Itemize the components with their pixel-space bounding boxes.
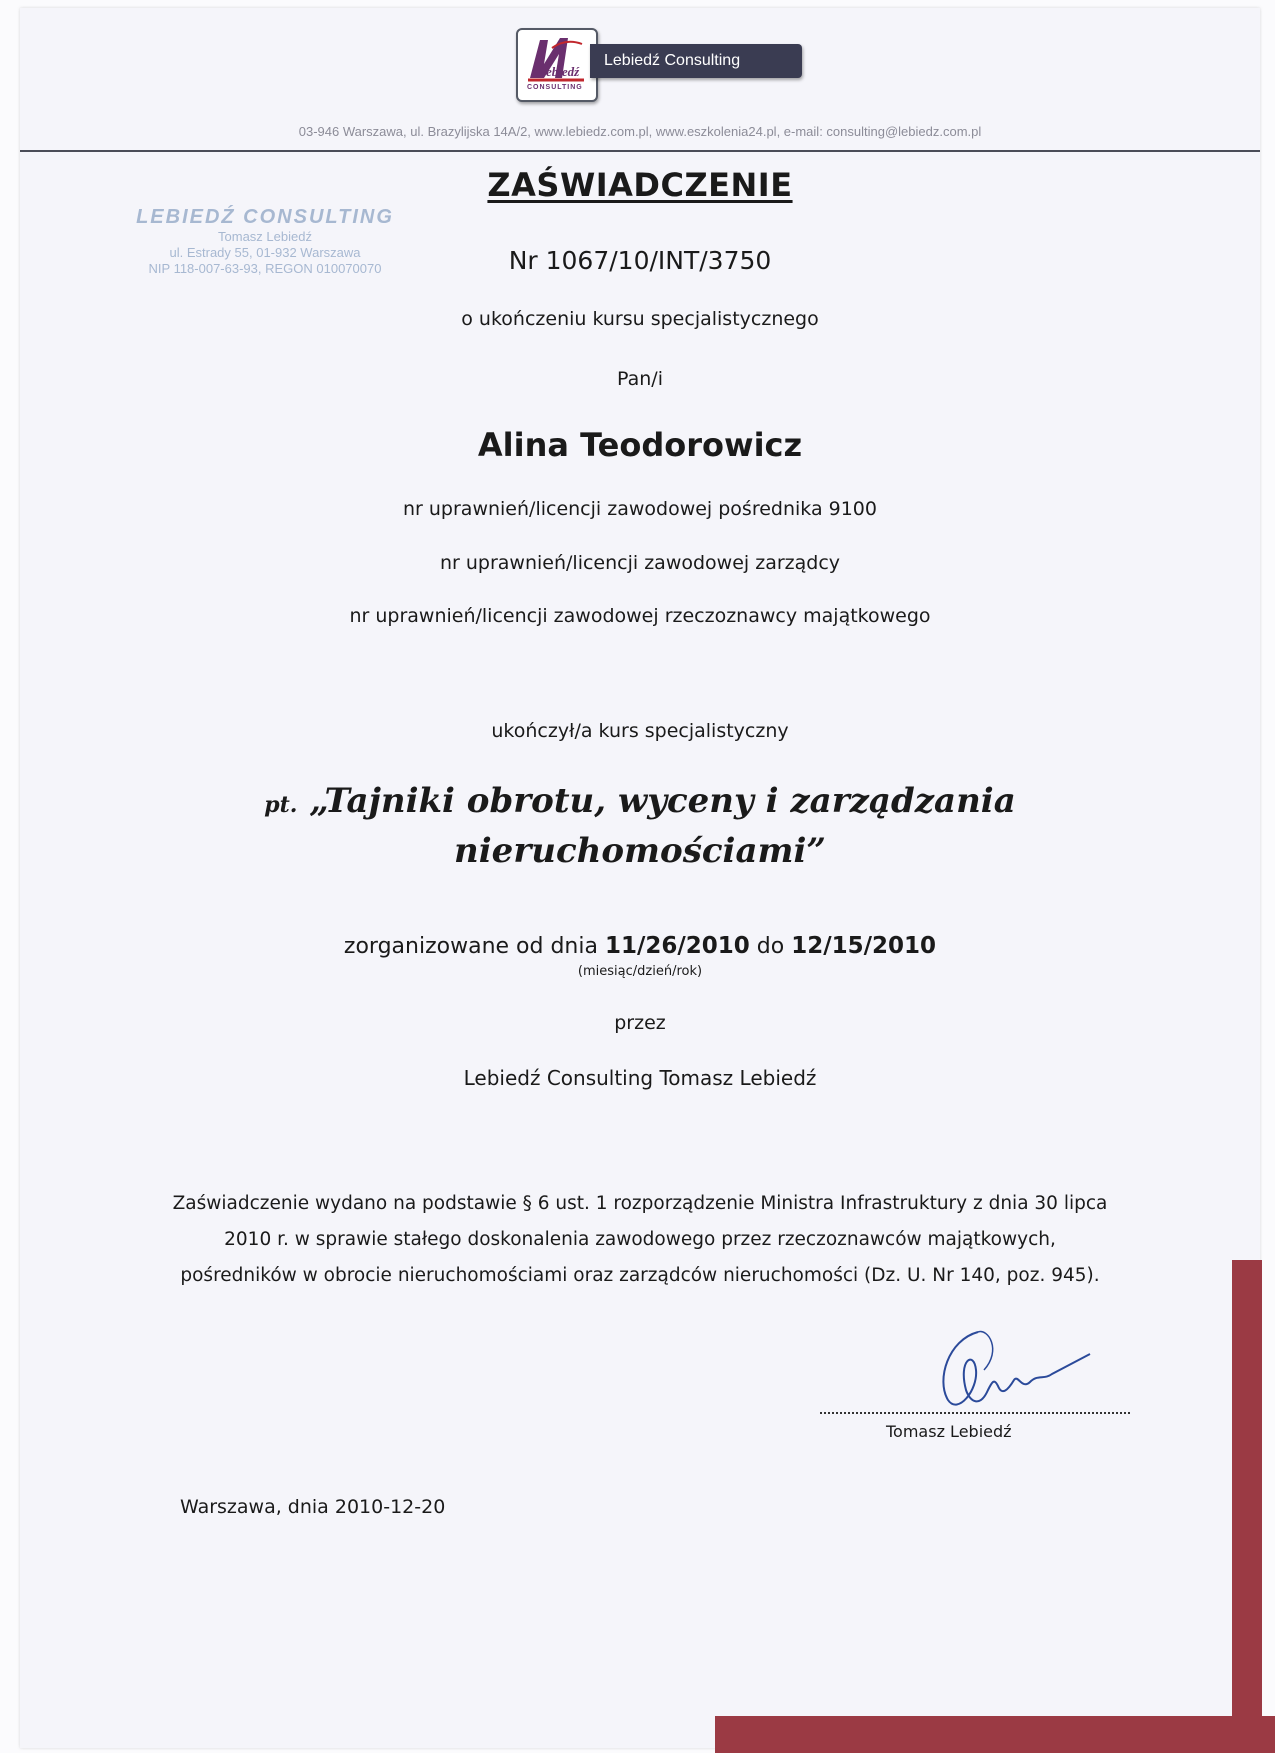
certificate-subtitle: o ukończeniu kursu specjalistycznego [461,308,819,330]
decorative-frame-right [1232,1260,1262,1753]
license-broker: nr uprawnień/licencji zawodowej pośrednika 9100 [403,498,877,520]
license-manager: nr uprawnień/licencji zawodowej zarządcy [439,552,841,574]
license-appraiser: nr uprawnień/licencji zawodowej rzeczoznawcy majątkowego [349,605,931,627]
logo-subtext: CONSULTING [527,84,583,91]
course-title-line-2: nieruchomościami” [454,831,826,871]
signer-name: Tomasz Lebiedź [886,1422,1012,1441]
completion-statement: ukończył/a kurs specjalistyczny [491,720,789,742]
date-format-hint: (miesiąc/dzień/rok) [577,964,703,979]
by-label: przez [614,1012,666,1034]
certificate-number: Nr 1067/10/INT/3750 [508,246,772,275]
stamp-line-1: LEBIEDŹ CONSULTING [136,206,394,228]
dates-mid: do [756,934,785,959]
brand-name: Lebiedź Consulting [590,44,802,78]
recipient-name: Alina Teodorowicz [477,426,803,464]
legal-basis: Zaświadczenie wydano na podstawie § 6 ust. 1 rozporządzenie Ministra Infrastruktury z dnia 30 lipca 2010 r. w sprawie stałego doskonalenia zawodowego przez rzeczoznawców majątkowych, pośredników w obrocie nieruchomościami oraz zarządców nieruchomości (Dz. U. Nr 140, poz. 945). [172,1193,1108,1286]
logo-text: Lebiedź [538,64,580,79]
decorative-frame-bottom [715,1716,1275,1753]
salutation: Pan/i [617,368,663,390]
handwritten-signature [918,1320,1118,1420]
stamp-line-2: Tomasz Lebiedź [218,229,312,244]
course-title-line-1: „Tajniki obrotu, wyceny i zarządzania [309,781,1016,821]
certificate-page [20,8,1260,1748]
course-prefix: pt. [264,792,298,818]
certificate-title: ZAŚWIADCZENIE [487,166,793,204]
course-title [20,778,1260,874]
place-and-date: Warszawa, dnia 2010-12-20 [180,1496,446,1518]
company-address: 03-946 Warszawa, ul. Brazylijska 14A/2, www.lebiedz.com.pl, www.eszkolenia24.pl, e-mail: consulting@lebiedz.com.pl [298,124,982,139]
dates-prefix: zorganizowane od dnia [343,934,598,959]
logo-emblem [516,28,598,102]
header-divider [20,150,1260,152]
organizer: Lebiedź Consulting Tomasz Lebiedź [463,1066,817,1090]
stamp-line-3: ul. Estrady 55, 01-932 Warszawa [169,245,361,260]
date-to: 12/15/2010 [791,933,937,959]
date-from: 11/26/2010 [604,933,750,959]
signature-line [820,1412,1130,1414]
stamp-line-4: NIP 118-007-63-93, REGON 010070070 [148,261,382,276]
course-dates [20,933,1260,959]
